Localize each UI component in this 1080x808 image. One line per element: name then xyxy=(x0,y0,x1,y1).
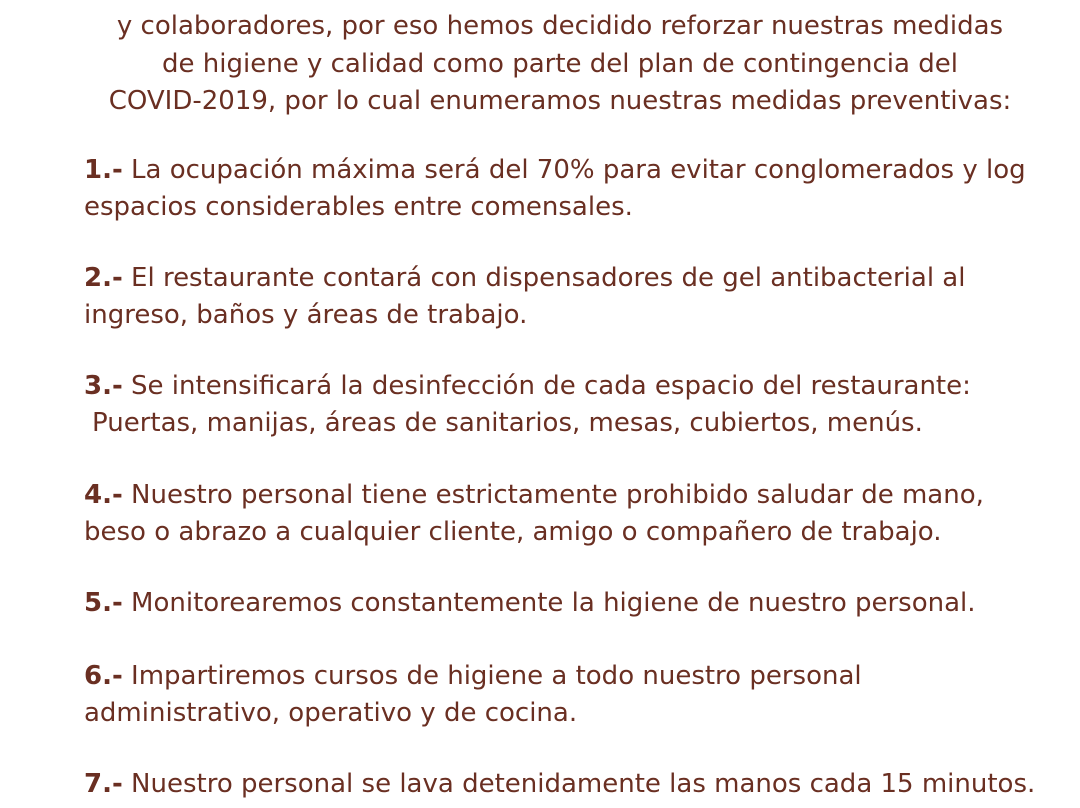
measure-text: Monitorearemos constantemente la higiene de nuestro personal. xyxy=(122,588,976,618)
measure-item-5 xyxy=(84,585,976,622)
measure-line xyxy=(84,260,965,297)
measure-line xyxy=(84,152,1026,189)
measure-text: La ocupación máxima será del 70% para evitar conglomerados y log xyxy=(122,155,1026,185)
clipped-previous-text-line xyxy=(60,0,1050,2)
measure-line: Puertas, manijas, áreas de sanitarios, mesas, cubiertos, menús. xyxy=(92,408,923,438)
measure-line xyxy=(84,658,862,695)
measure-line xyxy=(84,766,1035,803)
measure-number: 4.- xyxy=(84,480,123,510)
measure-text: Se intensificará la desinfección de cada espacio del restaurante: xyxy=(122,371,971,401)
intro-line: y colaboradores, por eso hemos decidido reforzar nuestras medidas xyxy=(116,11,1004,41)
intro-paragraph xyxy=(60,8,1060,121)
measure-text: Nuestro personal se lava detenidamente las manos cada 15 minutos. xyxy=(122,769,1036,799)
measure-item-7 xyxy=(84,766,1035,803)
measure-number: 5.- xyxy=(84,588,123,618)
measure-line: espacios considerables entre comensales. xyxy=(84,192,633,222)
measure-line xyxy=(84,477,984,514)
measure-text: Nuestro personal tiene estrictamente prohibido saludar de mano, xyxy=(122,480,984,510)
measure-line: administrativo, operativo y de cocina. xyxy=(84,698,578,728)
measure-line xyxy=(84,368,971,405)
measure-number: 1.- xyxy=(84,155,123,185)
measure-text: El restaurante contará con dispensadores de gel antibacterial al xyxy=(122,263,966,293)
measure-line: beso o abrazo a cualquier cliente, amigo o compañero de trabajo. xyxy=(84,517,942,547)
measure-item-6 xyxy=(84,658,862,732)
measure-line: ingreso, baños y áreas de trabajo. xyxy=(84,300,528,330)
measure-line xyxy=(84,585,976,622)
measure-number: 3.- xyxy=(84,371,123,401)
intro-line: de higiene y calidad como parte del plan de contingencia del xyxy=(162,48,958,79)
measure-item-1 xyxy=(84,152,1026,226)
measure-number: 7.- xyxy=(84,769,123,799)
measure-item-2 xyxy=(84,260,965,334)
measure-text: Impartiremos cursos de higiene a todo nuestro personal xyxy=(122,661,862,691)
measure-number: 6.- xyxy=(84,661,123,691)
measure-number: 2.- xyxy=(84,263,123,293)
intro-line: COVID-2019, por lo cual enumeramos nuestras medidas preventivas: xyxy=(108,86,1012,116)
measure-item-3 xyxy=(84,368,971,442)
measure-item-4 xyxy=(84,477,984,551)
